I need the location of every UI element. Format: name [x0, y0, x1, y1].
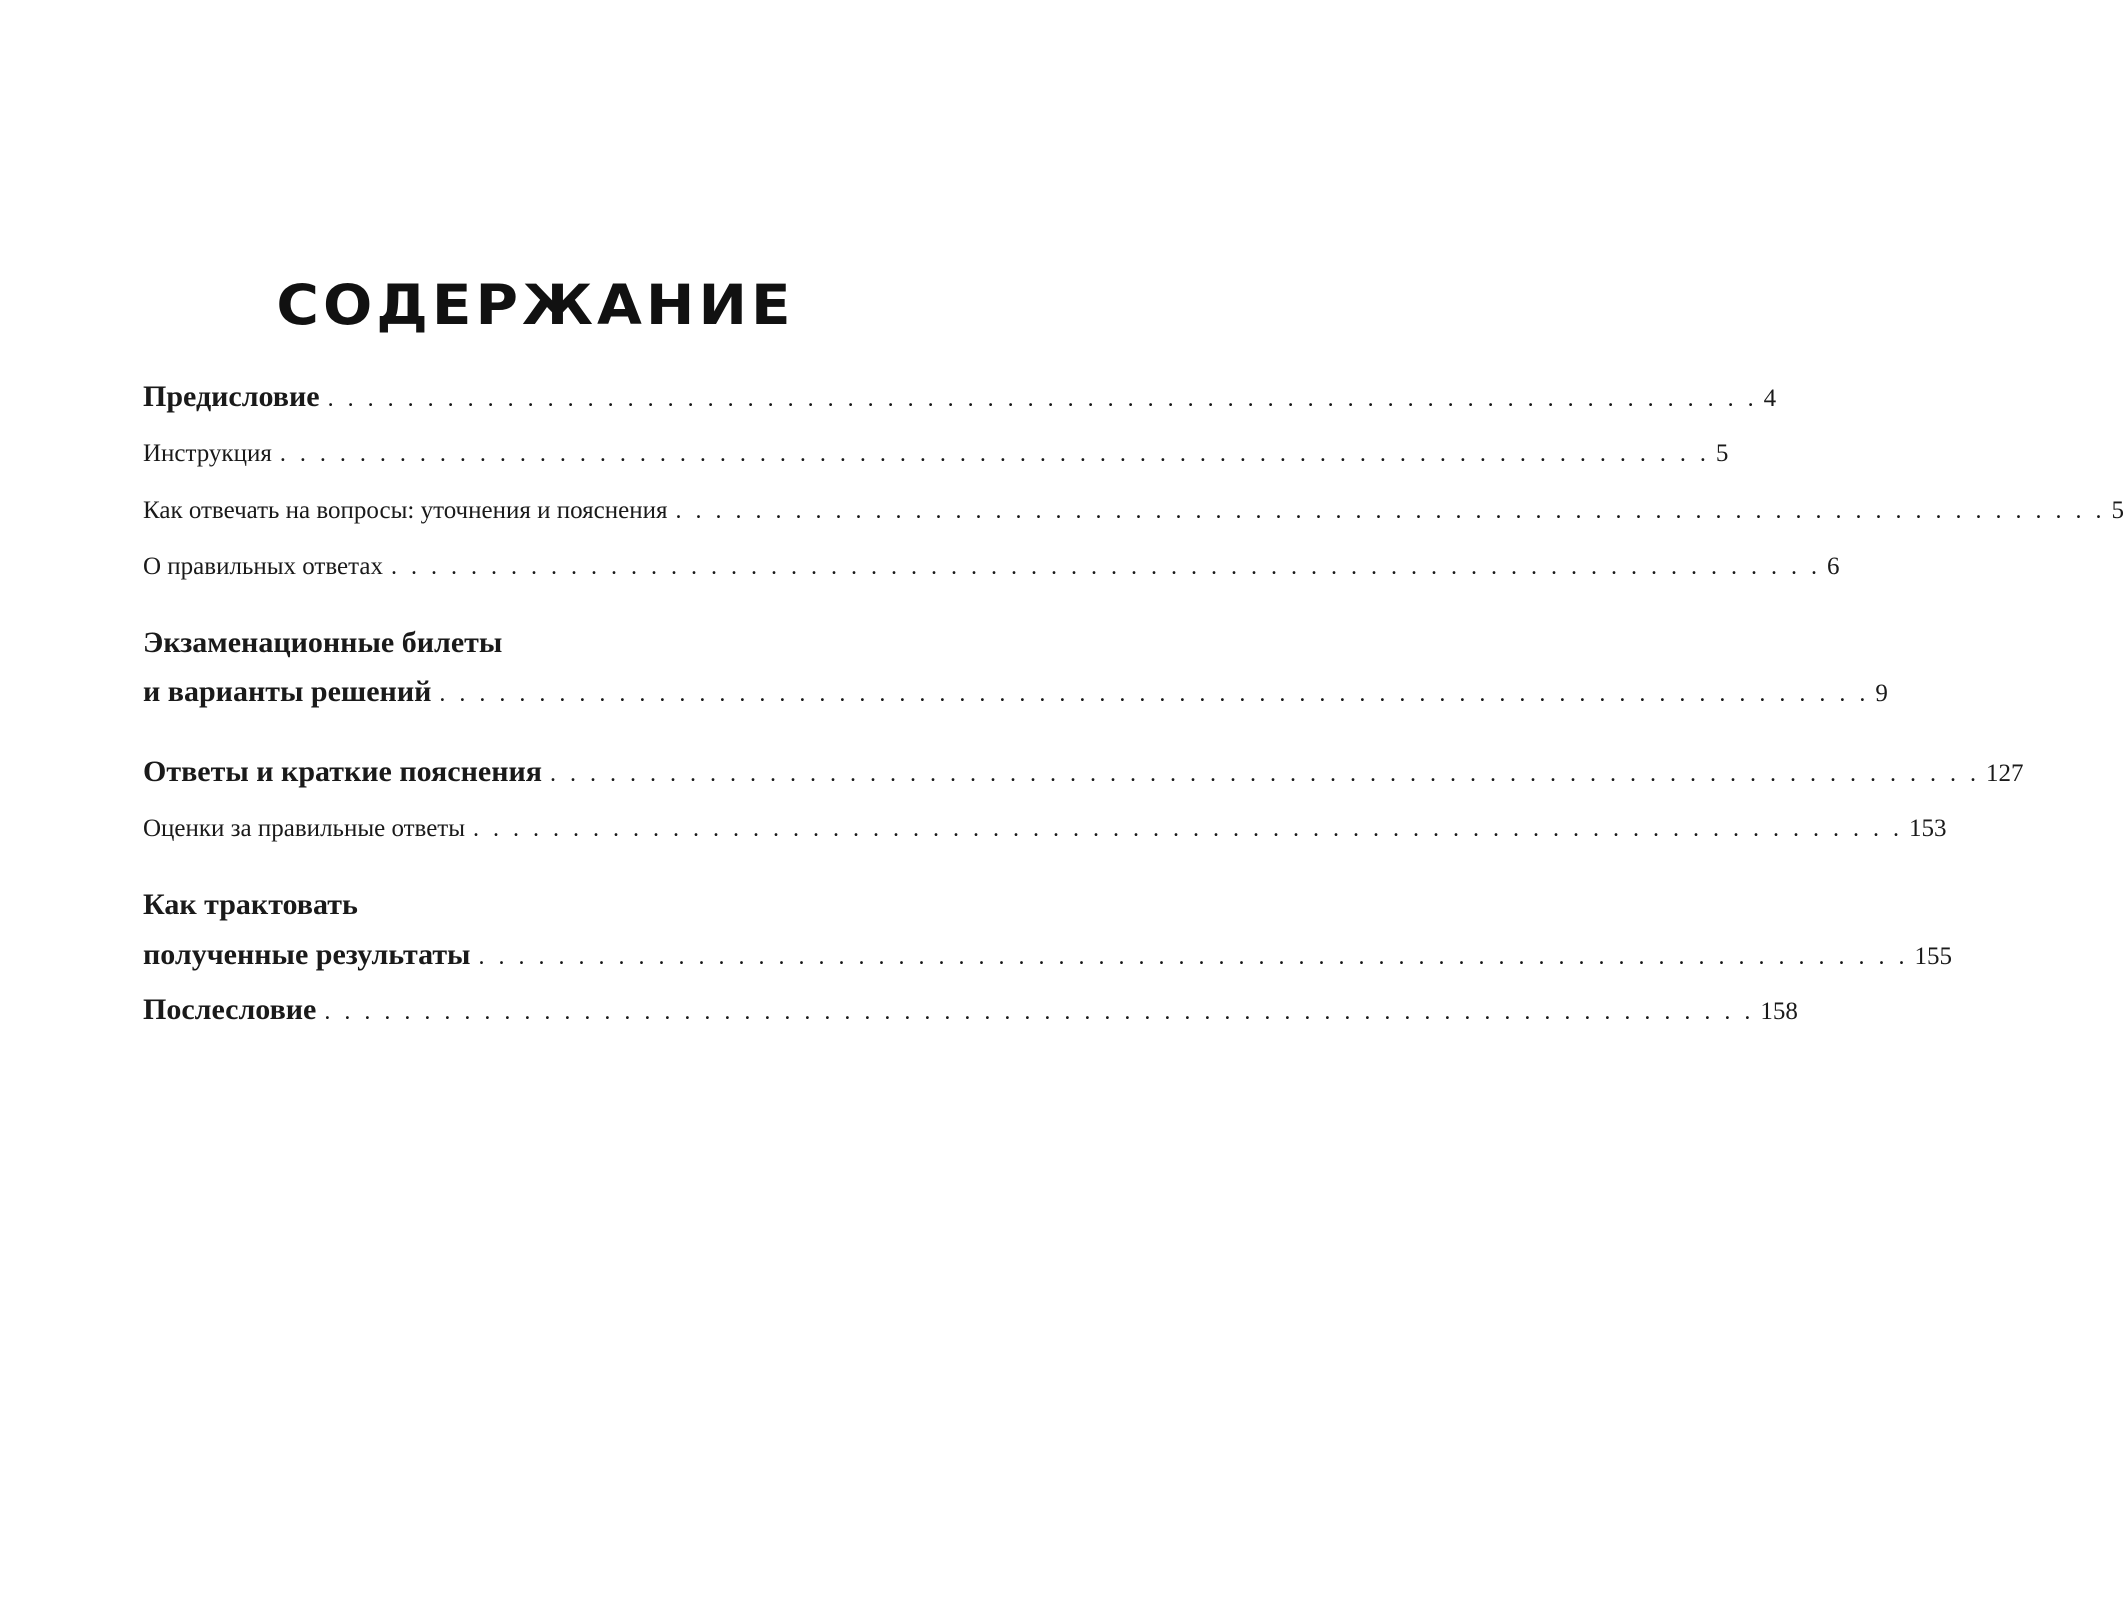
toc-entry-label: полученные результаты — [143, 938, 471, 971]
dot-leader: . . . . . . . . . . . . . . . . . . . . . . . . . . . . . . . . . . . . . . . . . . . . . . . . . . . . . . . . . . . . . . . . . . . . . . . . — [279, 441, 1710, 467]
toc-entry-page: 127 — [1986, 760, 2024, 787]
dot-leader: . . . . . . . . . . . . . . . . . . . . . . . . . . . . . . . . . . . . . . . . . . . . . . . . . . . . . . . . . . . . . . . . . . . . . . . . — [390, 554, 1821, 580]
dot-leader: . . . . . . . . . . . . . . . . . . . . . . . . . . . . . . . . . . . . . . . . . . . . . . . . . . . . . . . . . . . . . . . . . . . . . . . . — [478, 944, 1909, 970]
toc-entry-page: 5 — [2111, 497, 2124, 524]
toc-entry-page: 158 — [1760, 998, 1798, 1025]
toc-entry-scores[interactable] — [143, 815, 1947, 843]
toc-entry-exam-tickets-line1[interactable] — [143, 626, 901, 660]
toc-entry-page: 4 — [1763, 385, 1777, 412]
toc-entry-page: 155 — [1914, 943, 1952, 970]
dot-leader: . . . . . . . . . . . . . . . . . . . . . . . . . . . . . . . . . . . . . . . . . . . . . . . . . . . . . . . . . . . . . . . . . . . . . . . . — [324, 999, 1755, 1025]
toc-entry-label: Инструкция — [143, 440, 272, 467]
dot-leader: . . . . . . . . . . . . . . . . . . . . . . . . . . . . . . . . . . . . . . . . . . . . . . . . . . . . . . . . . . . . . . . . . . . . . . . . — [327, 386, 1758, 412]
dot-leader: . . . . . . . . . . . . . . . . . . . . . . . . . . . . . . . . . . . . . . . . . . . . . . . . . . . . . . . . . . . . . . . . . . . . . . . . — [550, 761, 1981, 787]
toc-entry-page: 153 — [1909, 815, 1947, 842]
page-title: СОДЕРЖАНИЕ — [276, 272, 795, 338]
dot-leader: . . . . . . . . . . . . . . . . . . . . . . . . . . . . . . . . . . . . . . . . . . . . . . . . . . . . . . . . . . . . . . . . . . . . . . . . — [439, 681, 1870, 707]
toc-entry-label: Как отвечать на вопросы: уточнения и пояснения — [143, 497, 668, 524]
toc-entry-preface[interactable] — [143, 380, 1777, 414]
toc-entry-how-to-answer[interactable] — [143, 497, 2124, 525]
dot-leader: . . . . . . . . . . . . . . . . . . . . . . . . . . . . . . . . . . . . . . . . . . . . . . . . . . . . . . . . . . . . . . . . . . . . . . . . — [675, 498, 2106, 524]
toc-entry-correct-answers[interactable] — [143, 553, 1840, 581]
toc-entry-label: О правильных ответах — [143, 553, 383, 580]
toc-entry-instructions[interactable] — [143, 440, 1729, 468]
toc-entry-interpret-line2[interactable] — [143, 938, 1952, 972]
toc-entry-label: Экзаменационные билеты — [143, 626, 503, 659]
toc-entry-label: Ответы и краткие пояснения — [143, 755, 543, 788]
toc-entry-answers[interactable] — [143, 755, 2024, 789]
toc-entry-exam-tickets-line2[interactable] — [143, 675, 1888, 709]
toc-entry-page: 6 — [1826, 553, 1840, 580]
toc-entry-interpret-line1[interactable] — [143, 888, 901, 922]
dot-leader: . . . . . . . . . . . . . . . . . . . . . . . . . . . . . . . . . . . . . . . . . . . . . . . . . . . . . . . . . . . . . . . . . . . . . . . . — [473, 816, 1904, 842]
toc-entry-label: и варианты решений — [143, 675, 432, 708]
toc-entry-label: Оценки за правильные ответы — [143, 815, 466, 842]
toc-entry-page: 9 — [1875, 680, 1888, 707]
toc-entry-page: 5 — [1715, 440, 1729, 467]
toc-entry-label: Послесловие — [143, 993, 317, 1026]
toc-entry-afterword[interactable] — [143, 993, 1798, 1027]
toc-entry-label: Как трактовать — [143, 888, 358, 921]
toc-entry-label: Предисловие — [143, 380, 320, 413]
